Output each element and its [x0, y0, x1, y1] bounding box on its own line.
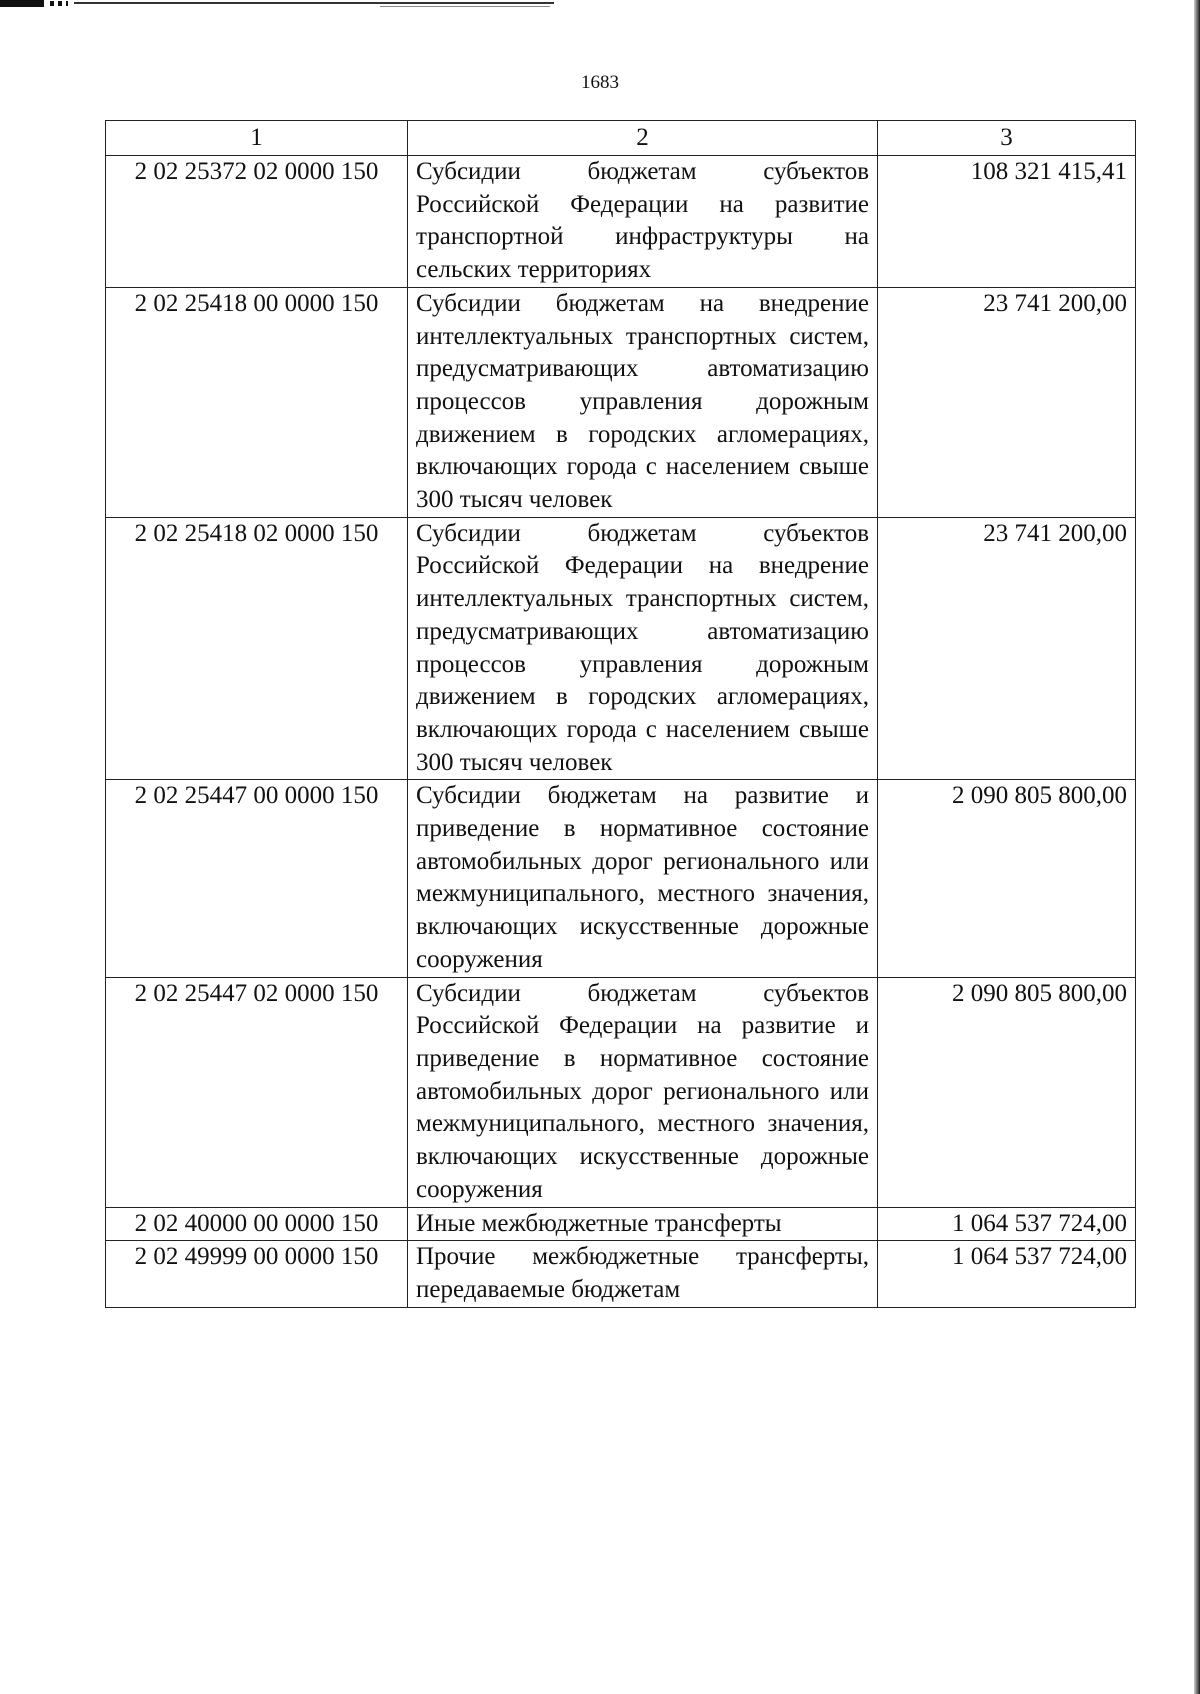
description-cell: Субсидии бюджетам субъектов Российской Федерации на внедрение интеллектуальных транспортных систем, предусматривающих автоматизацию процессов управления дорожным движением в городских агломерациях, включающих города с населением свыше 300 тысяч человек — [408, 517, 878, 780]
scan-page-edge — [1194, 0, 1200, 1694]
budget-table — [105, 120, 1136, 1308]
header-cell-name: 2 — [408, 121, 878, 156]
description-cell: Субсидии бюджетам на внедрение интеллектуальных транспортных систем, предусматривающих автоматизацию процессов управления дорожным движением в городских агломерациях, включающих города с населением свыше 300 тысяч человек — [408, 287, 878, 517]
table-header-row — [106, 121, 1136, 156]
description-cell: Иные межбюджетные трансферты — [408, 1207, 878, 1241]
scan-artifact-line — [74, 2, 554, 4]
description-cell: Субсидии бюджетам на развитие и приведение в нормативное состояние автомобильных дорог регионального или межмуниципального, местного значения, включающих искусственные дорожные сооружения — [408, 780, 878, 977]
scan-artifact-line-faint — [380, 6, 550, 7]
budget-code-cell: 2 02 25447 02 0000 150 — [106, 977, 408, 1207]
description-cell: Субсидии бюджетам субъектов Российской Федерации на развитие транспортной инфраструктуры на сельских территориях — [408, 156, 878, 288]
table-row — [106, 1207, 1136, 1241]
table-row — [106, 780, 1136, 977]
header-cell-code: 1 — [106, 121, 408, 156]
scan-artifact-dots — [50, 1, 68, 6]
budget-code-cell: 2 02 40000 00 0000 150 — [106, 1207, 408, 1241]
table-row — [106, 517, 1136, 780]
table-row — [106, 977, 1136, 1207]
table-row — [106, 156, 1136, 288]
amount-cell: 2 090 805 800,00 — [878, 780, 1136, 977]
budget-code-cell: 2 02 25372 02 0000 150 — [106, 156, 408, 288]
amount-cell: 108 321 415,41 — [878, 156, 1136, 288]
amount-cell: 23 741 200,00 — [878, 287, 1136, 517]
amount-cell: 1 064 537 724,00 — [878, 1241, 1136, 1307]
amount-cell: 2 090 805 800,00 — [878, 977, 1136, 1207]
description-cell: Прочие межбюджетные трансферты, передаваемые бюджетам — [408, 1241, 878, 1307]
page-number: 1683 — [581, 72, 619, 93]
budget-code-cell: 2 02 25447 00 0000 150 — [106, 780, 408, 977]
table-row — [106, 1241, 1136, 1307]
budget-code-cell: 2 02 49999 00 0000 150 — [106, 1241, 408, 1307]
description-cell: Субсидии бюджетам субъектов Российской Федерации на развитие и приведение в нормативное состояние автомобильных дорог регионального или межмуниципального, местного значения, включающих искусственные дорожные сооружения — [408, 977, 878, 1207]
table-row — [106, 287, 1136, 517]
header-cell-amount: 3 — [878, 121, 1136, 156]
amount-cell: 23 741 200,00 — [878, 517, 1136, 780]
amount-cell: 1 064 537 724,00 — [878, 1207, 1136, 1241]
budget-code-cell: 2 02 25418 02 0000 150 — [106, 517, 408, 780]
scan-artifact-bar — [0, 0, 44, 7]
budget-code-cell: 2 02 25418 00 0000 150 — [106, 287, 408, 517]
